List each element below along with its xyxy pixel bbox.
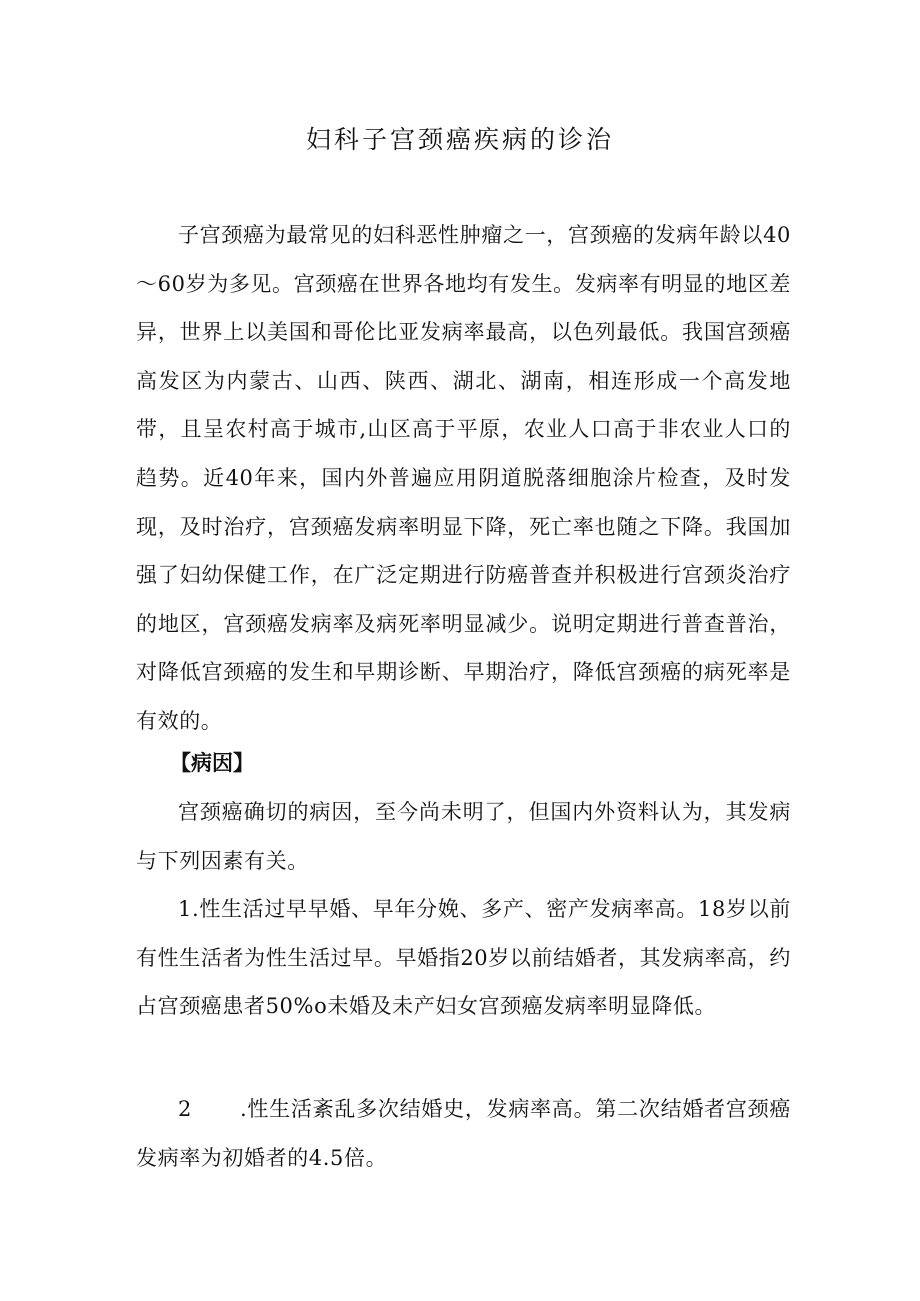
cause-item-1: 1.性生活过早早婚、早年分娩、多产、密产发病率高。18岁以前有性生活者为性生活过早。早婚指20岁以前结婚者，其发病率高，约占宫颈癌患者50%o未婚及未产妇女宫颈癌发病率明显降低。 xyxy=(136,897,791,1019)
cause-intro-paragraph: 宫颈癌确切的病因，至今尚未明了，但国内外资料认为，其发病与下列因素有关。 xyxy=(136,800,791,873)
cause-item-2-number: 2 xyxy=(178,1097,192,1121)
section-heading-cause: 【病因】 xyxy=(170,750,254,775)
intro-paragraph: 子宫颈癌为最常见的妇科恶性肿瘤之一，宫颈癌的发病年龄以40～60岁为多见。宫颈癌在世界各地均有发生。发病率有明显的地区差异，世界上以美国和哥伦比亚发病率最高，以色列最低。我国宫颈癌高发区为内蒙古、山西、陕西、湖北、湖南，相连形成一个高发地带，且呈农村高于城市,山区高于平原，农业人口高于非农业人口的趋势。近40年来，国内外普遍应用阴道脱落细胞涂片检查，及时发现，及时治疗，宫颈癌发病率明显下降，死亡率也随之下降。我国加强了妇幼保健工作，在广泛定期进行防癌普查并积极进行宫颈炎治疗的地区，宫颈癌发病率及病死率明显减少。说明定期进行普查普治，对降低宫颈癌的发生和早期诊断、早期治疗，降低宫颈癌的病死率是有效的。 xyxy=(136,223,791,733)
document-title: 妇科子宫颈癌疾病的诊治 xyxy=(305,125,614,154)
cause-item-2-text: .性生活紊乱多次结婚史，发病率高。第二次结婚者宫颈癌发病率为初婚者的4.5倍。 xyxy=(136,1097,791,1170)
cause-item-2 xyxy=(136,1085,791,1182)
